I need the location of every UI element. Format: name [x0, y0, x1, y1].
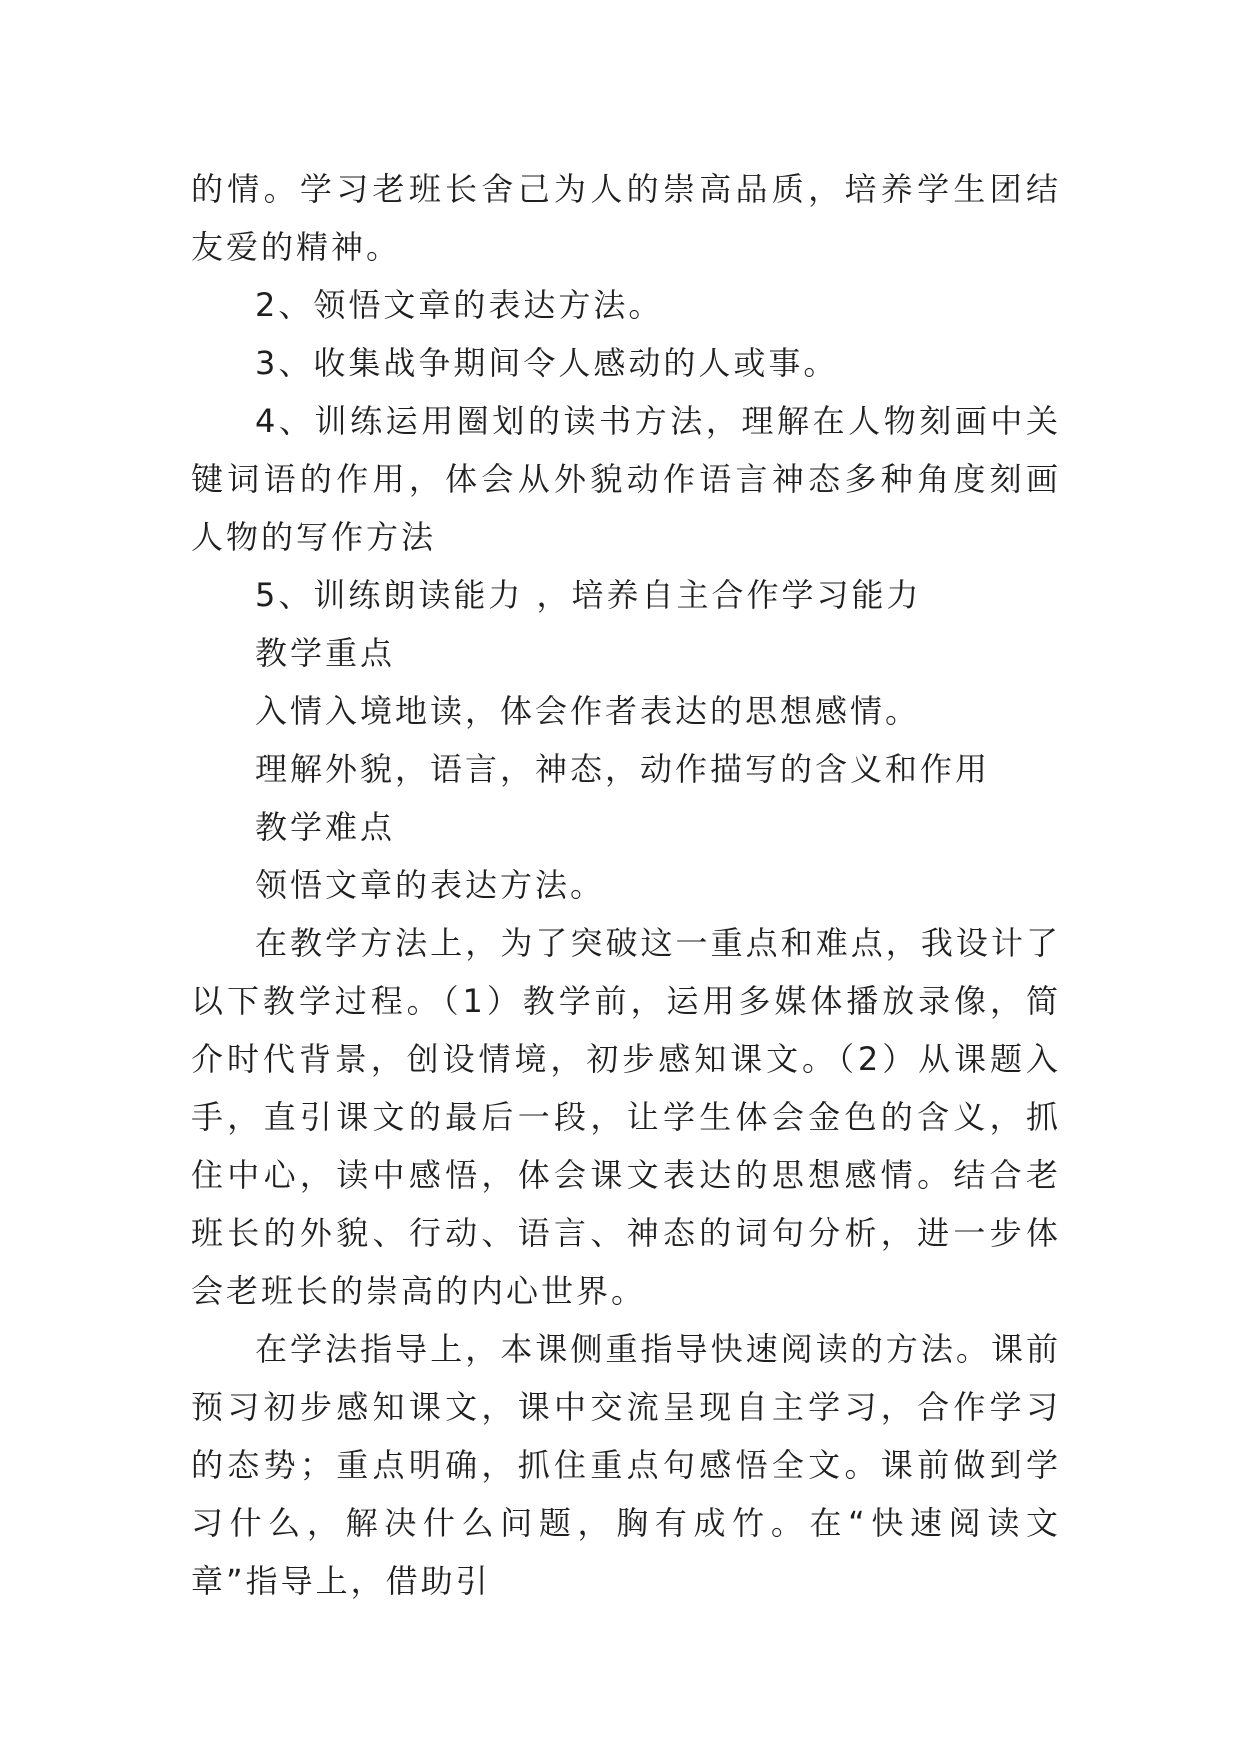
paragraph-teaching-method: 在教学方法上，为了突破这一重点和难点，我设计了以下教学过程。（1）教学前，运用多媒体播放录像，简介时代背景，创设情境，初步感知课文。（2）从课题入手，直引课文的最后一段，让学生体会金色的含义，抓住中心，读中感悟，体会课文表达的思想感情。结合老班长的外貌、行动、语言、神态的词句分析，进一步体会老班长的崇高的内心世界。	[191, 924, 1061, 1310]
document-body	[191, 160, 1061, 1610]
paragraph-learning-guidance: 在学法指导上，本课侧重指导快速阅读的方法。课前预习初步感知课文，课中交流呈现自主学习，合作学习的态势；重点明确，抓住重点句感悟全文。课前做到学习什么，解决什么问题，胸有成竹。在“快速阅读文章”指导上，借助引	[191, 1330, 1061, 1600]
paragraph-difficulty-1: 领悟文章的表达方法。	[255, 866, 606, 904]
heading-key-points: 教学重点	[255, 634, 396, 672]
paragraph-objective-5: 5、训练朗读能力 ，培养自主合作学习能力	[255, 576, 922, 614]
paragraph-key-point-2: 理解外貌，语言，神态，动作描写的含义和作用	[255, 750, 991, 788]
paragraph-key-point-1: 入情入境地读，体会作者表达的思想感情。	[255, 692, 921, 730]
paragraph-objective-1-continued: 的情。学习老班长舍己为人的崇高品质，培养学生团结友爱的精神。	[191, 170, 1061, 266]
paragraph-objective-3: 3、收集战争期间令人感动的人或事。	[255, 344, 839, 382]
paragraph-objective-2: 2、领悟文章的表达方法。	[255, 286, 664, 324]
heading-difficulties: 教学难点	[255, 808, 396, 846]
paragraph-objective-4: 4、训练运用圈划的读书方法，理解在人物刻画中关键词语的作用，体会从外貌动作语言神态多种角度刻画人物的写作方法	[191, 402, 1061, 556]
